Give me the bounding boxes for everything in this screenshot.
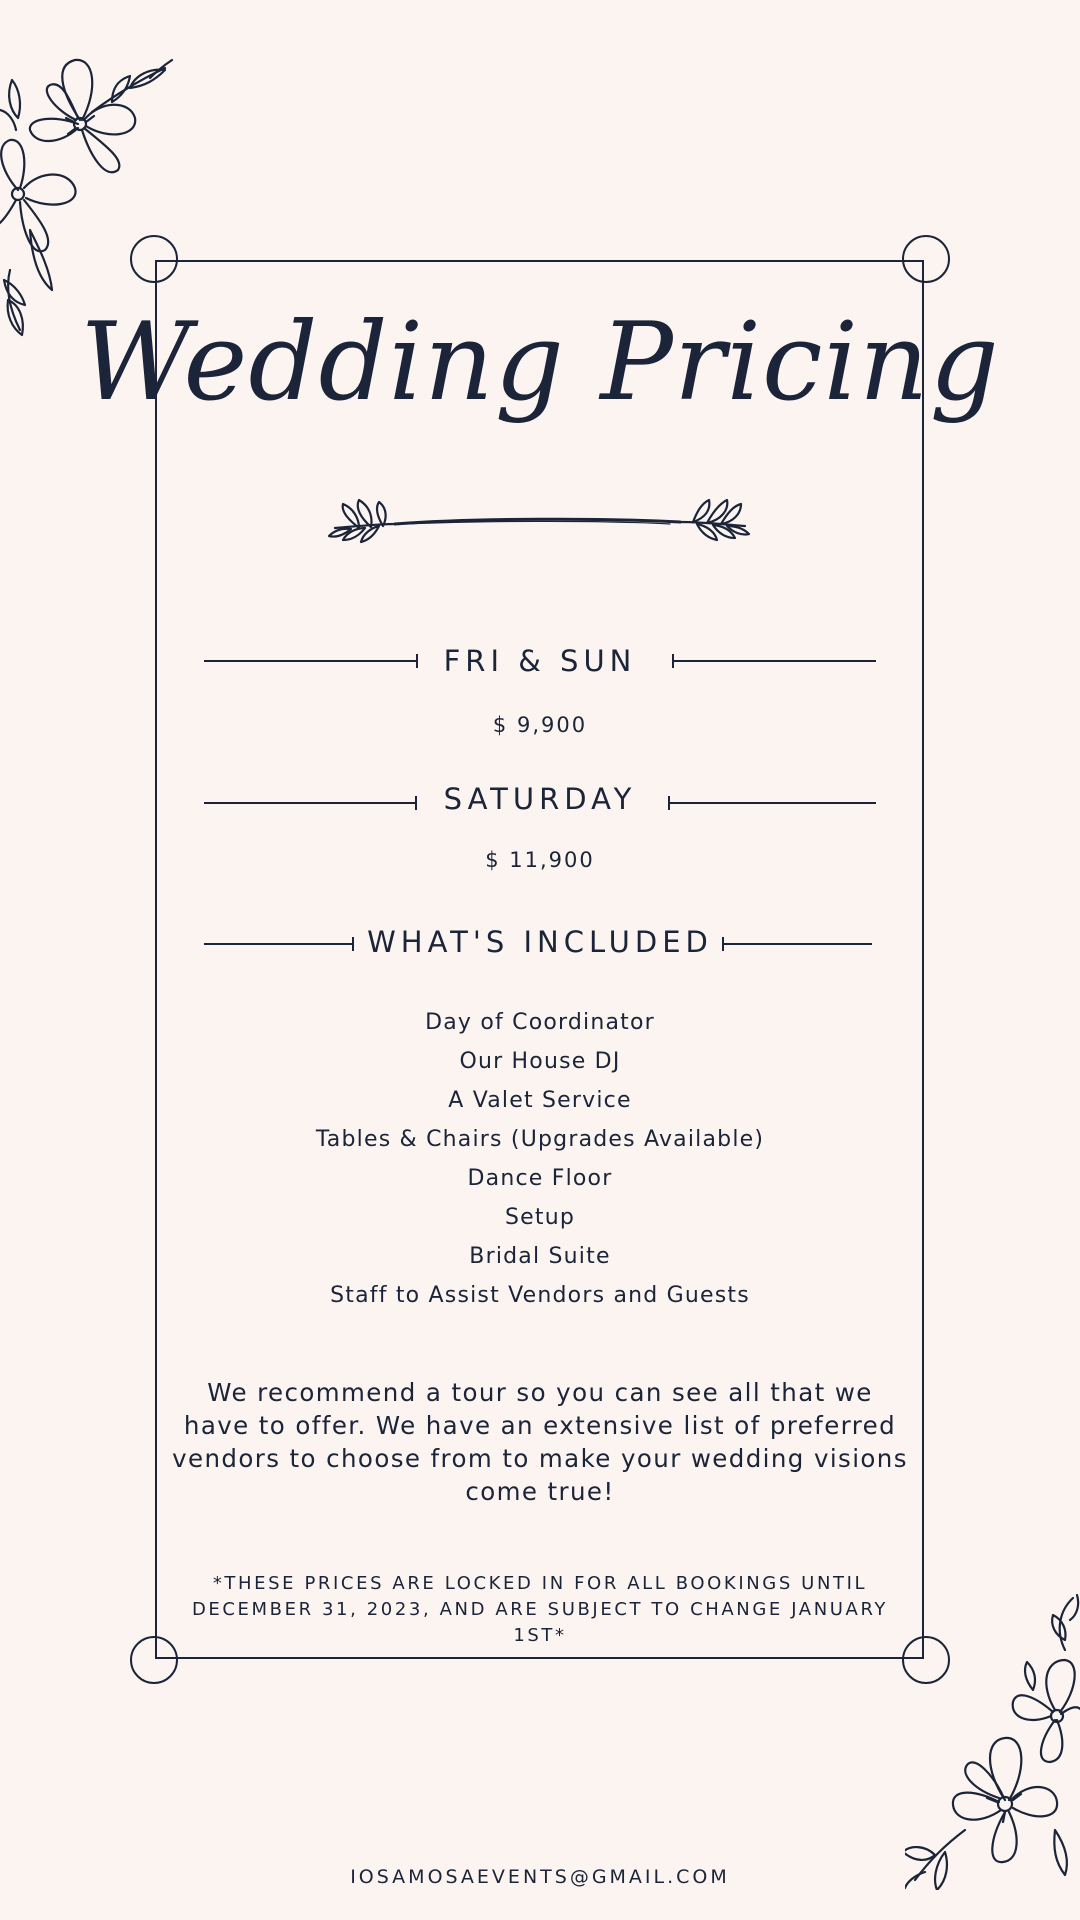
list-item: Bridal Suite [469,1244,611,1269]
section-heading-fri-sun: FRI & SUN [443,644,637,678]
frame-corner-circle [902,1636,950,1684]
list-item: Dance Floor [467,1166,613,1191]
list-item: A Valet Service [448,1088,632,1113]
price-fri-sun: $ 9,900 [492,713,588,737]
list-item: Staff to Assist Vendors and Guests [330,1283,750,1308]
tour-recommendation: We recommend a tour so you can see all that we have to offer. We have an extensive list of preferred vendors to choose from to make your wedding visions come true! [172,1378,908,1506]
floral-top-left-icon [0,30,175,340]
leaf-divider-icon [325,488,755,548]
heading-rule-right [668,802,876,804]
included-list [0,1003,1080,1315]
page-title: Wedding Pricing [80,300,1000,425]
section-heading-included: WHAT'S INCLUDED [367,925,713,959]
list-item: Tables & Chairs (Upgrades Available) [315,1127,765,1152]
heading-rule-right [672,660,876,662]
list-item: Setup [504,1205,576,1230]
list-item: Our House DJ [459,1049,621,1074]
section-heading-saturday: SATURDAY [443,782,637,816]
pricing-disclaimer: *THESE PRICES ARE LOCKED IN FOR ALL BOOKINGS UNTIL DECEMBER 31, 2023, AND ARE SUBJECT TO CHANGE JANUARY 1ST* [191,1573,889,1646]
frame-corner-circle [130,235,178,283]
floral-bottom-right-icon [905,1590,1080,1890]
price-saturday: $ 11,900 [485,848,595,872]
contact-email[interactable]: IOSAMOSAEVENTS@GMAIL.COM [350,1866,730,1888]
frame-corner-circle [902,235,950,283]
list-item: Day of Coordinator [425,1010,655,1035]
frame-corner-circle [130,1636,178,1684]
heading-rule-right [722,943,872,945]
